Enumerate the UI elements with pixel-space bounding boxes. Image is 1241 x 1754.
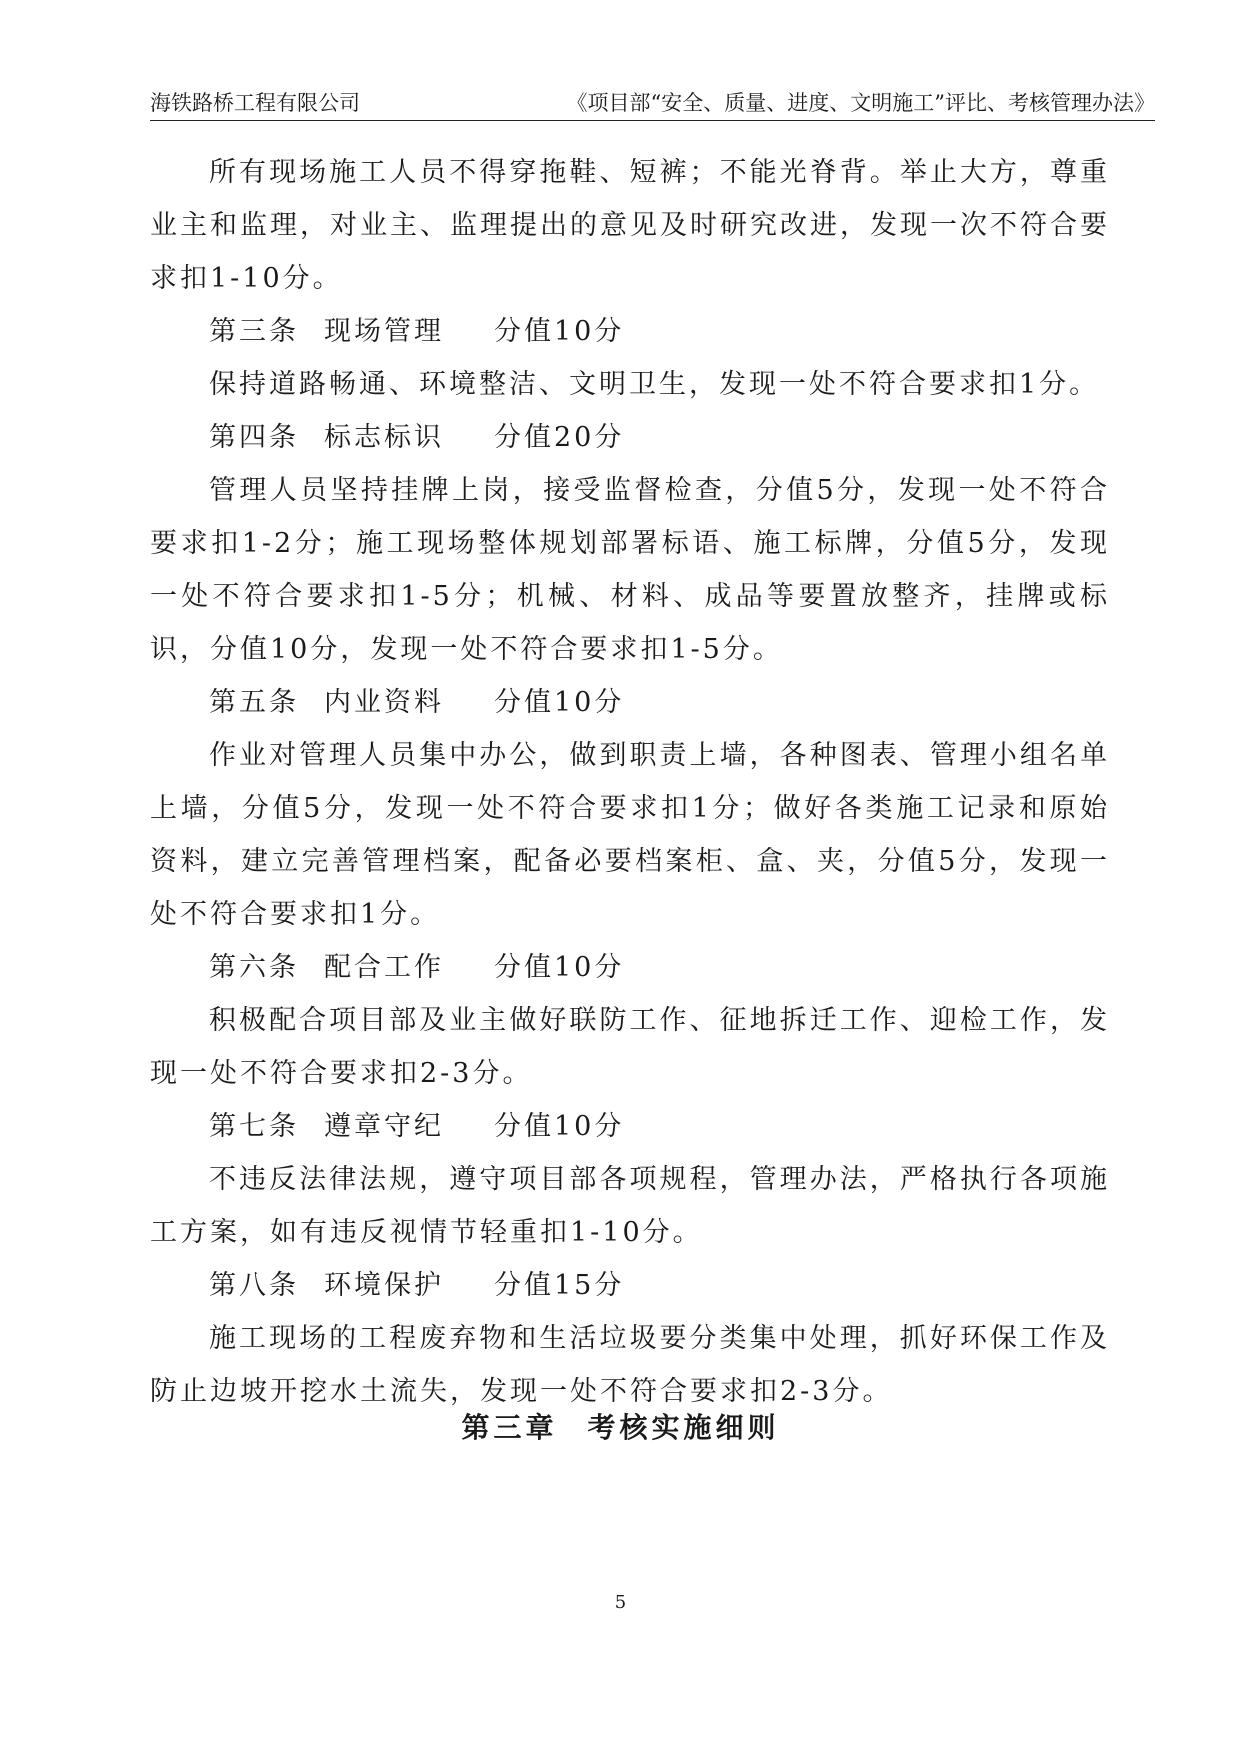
chapter-number: 第三章 xyxy=(461,1411,558,1444)
article-score: 分值15分 xyxy=(494,1270,625,1301)
article-score: 分值10分 xyxy=(494,316,625,347)
article-3-heading xyxy=(150,305,1110,358)
article-8-heading xyxy=(150,1259,1110,1312)
article-score: 分值20分 xyxy=(494,422,625,453)
paragraph-dress-code: 所有现场施工人员不得穿拖鞋、短裤；不能光脊背。举止大方，尊重业主和监理，对业主、监理提出的意见及时研究改进，发现一次不符合要求扣1-10分。 xyxy=(150,157,1110,294)
article-number: 第三条 xyxy=(209,316,299,347)
article-6-heading xyxy=(150,941,1110,994)
paragraph-site-management: 保持道路畅通、环境整洁、文明卫生，发现一处不符合要求扣1分。 xyxy=(209,369,1100,400)
article-number: 第六条 xyxy=(209,952,299,983)
article-number: 第四条 xyxy=(209,422,299,453)
article-title: 现场管理 xyxy=(324,316,444,347)
page-number: 5 xyxy=(614,1592,627,1613)
article-number: 第八条 xyxy=(209,1270,299,1301)
paragraph-discipline: 不违反法律法规，遵守项目部各项规程，管理办法，严格执行各项施工方案，如有违反视情节轻重扣1-10分。 xyxy=(150,1164,1110,1248)
article-5-heading xyxy=(150,676,1110,729)
article-score: 分值10分 xyxy=(494,1111,625,1142)
chapter-title: 考核实施细则 xyxy=(587,1411,780,1444)
article-7-heading xyxy=(150,1100,1110,1153)
article-4-heading xyxy=(150,411,1110,464)
paragraph-environment: 施工现场的工程废弃物和生活垃圾要分类集中处理，抓好环保工作及防止边坡开挖水土流失，发现一处不符合要求扣2-3分。 xyxy=(150,1323,1110,1407)
article-title: 内业资料 xyxy=(324,687,444,718)
article-title: 配合工作 xyxy=(324,952,444,983)
page-header xyxy=(150,86,1155,121)
paragraph-documentation: 作业对管理人员集中办公，做到职责上墙，各种图表、管理小组名单上墙，分值5分，发现一处不符合要求扣1分；做好各类施工记录和原始资料，建立完善管理档案，配备必要档案柜、盒、夹，分值5分，发现一处不符合要求扣1分。 xyxy=(150,740,1110,930)
article-number: 第五条 xyxy=(209,687,299,718)
article-title: 环境保护 xyxy=(324,1270,444,1301)
article-title: 标志标识 xyxy=(324,422,444,453)
paragraph-cooperation: 积极配合项目部及业主做好联防工作、征地拆迁工作、迎检工作，发现一处不符合要求扣2-3分。 xyxy=(150,1005,1110,1089)
article-score: 分值10分 xyxy=(494,952,625,983)
document-title: 《项目部“安全、质量、进度、文明施工”评比、考核管理办法》 xyxy=(566,91,1155,115)
paragraph-signage: 管理人员坚持挂牌上岗，接受监督检查，分值5分，发现一处不符合要求扣1-2分；施工现场整体规划部署标语、施工标牌，分值5分，发现一处不符合要求扣1-5分；机械、材料、成品等要置放整齐，挂牌或标识，分值10分，发现一处不符合要求扣1-5分。 xyxy=(150,475,1110,665)
chapter-heading xyxy=(0,1408,1241,1448)
article-score: 分值10分 xyxy=(494,687,625,718)
article-title: 遵章守纪 xyxy=(324,1111,444,1142)
company-name: 海铁路桥工程有限公司 xyxy=(150,91,360,115)
article-number: 第七条 xyxy=(209,1111,299,1142)
page-body xyxy=(150,146,1110,1418)
